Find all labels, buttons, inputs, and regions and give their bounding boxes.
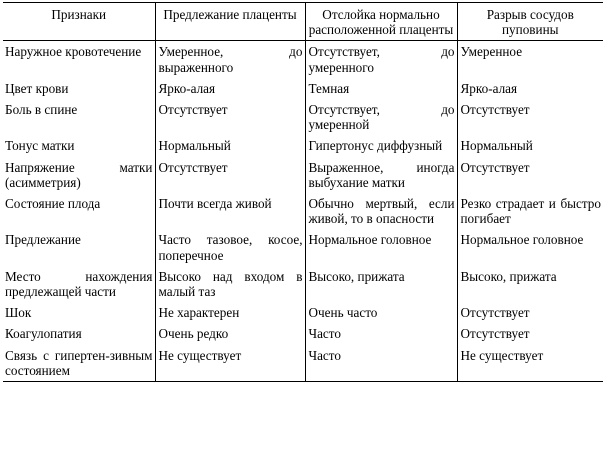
row-label: Тонус матки (5, 138, 75, 154)
table-row (3, 232, 603, 268)
row-label: Предлежание (5, 232, 81, 248)
table-cell: Не существует (457, 348, 603, 382)
table-body (3, 41, 603, 382)
table-row (3, 102, 603, 138)
table-cell: Отсутствует (457, 326, 603, 347)
table-cell: Нормальный (155, 138, 305, 159)
table-cell: Отсутствует (457, 102, 603, 138)
table-cell: Высоко, прижата (305, 269, 457, 305)
table-row (3, 81, 603, 102)
row-label: Боль в спине (5, 102, 78, 118)
table-cell: Отсутствует (155, 160, 305, 196)
table-cell: Умеренное (457, 41, 603, 81)
comparison-table (3, 2, 603, 382)
table-cell: Темная (305, 81, 457, 102)
row-label: Шок (5, 305, 32, 321)
table-row (3, 269, 603, 305)
table-cell: Умеренное, до выраженного (155, 41, 305, 81)
header-cell-cord-vessel-rupture: Разрыв сосудов пуповины (457, 3, 603, 41)
table-cell: Высоко над входом в малый таз (155, 269, 305, 305)
table-cell: Нормальное головное (305, 232, 457, 268)
table-cell: Нормальное головное (457, 232, 603, 268)
table-cell: Отсутствует (457, 305, 603, 326)
table-cell: Не существует (155, 348, 305, 382)
table-cell: Выраженное, иногда выбухание матки (305, 160, 457, 196)
table-cell: Не характерен (155, 305, 305, 326)
table-cell: Нормальный (457, 138, 603, 159)
table-cell: Высоко, прижата (457, 269, 603, 305)
row-label: Напряжение матки (асимметрия) (5, 159, 153, 190)
table-row (3, 41, 603, 81)
table-cell: Отсутствует, до умеренного (305, 41, 457, 81)
table-cell: Резко страдает и быстро погибает (457, 196, 603, 232)
table-cell: Обычно мертвый, если живой, то в опасности (305, 196, 457, 232)
table-row (3, 196, 603, 232)
table-header (3, 3, 603, 41)
table-row (3, 348, 603, 382)
table-cell: Очень редко (155, 326, 305, 347)
header-cell-signs: Признаки (51, 7, 107, 22)
table-cell: Гипертонус диффузный (305, 138, 457, 159)
row-label: Связь с гипертен-зивным состоянием (5, 347, 153, 378)
table-row (3, 138, 603, 159)
row-label: Наружное кровотечение (5, 44, 142, 60)
row-label: Цвет крови (5, 80, 69, 96)
table-cell: Часто (305, 348, 457, 382)
table-cell: Часто тазовое, косое, поперечное (155, 232, 305, 268)
header-row (3, 3, 603, 41)
table-cell: Отсутствует (155, 102, 305, 138)
row-label: Состояние плода (5, 196, 101, 212)
table-cell: Очень часто (305, 305, 457, 326)
row-label: Коагулопатия (5, 326, 82, 342)
table-row (3, 326, 603, 347)
table-cell: Отсутствует, до умеренной (305, 102, 457, 138)
table-cell: Ярко-алая (457, 81, 603, 102)
header-cell-placenta-previa: Предлежание плаценты (155, 3, 305, 41)
table-row (3, 305, 603, 326)
table-cell: Отсутствует (457, 160, 603, 196)
table-cell: Ярко-алая (155, 81, 305, 102)
comparison-table-container (3, 2, 603, 382)
table-cell: Почти всегда живой (155, 196, 305, 232)
table-row (3, 160, 603, 196)
header-cell-placental-abruption: Отслойка нормально расположенной плаценты (305, 3, 457, 41)
table-cell: Часто (305, 326, 457, 347)
row-label: Место нахождения предлежащей части (5, 268, 153, 300)
